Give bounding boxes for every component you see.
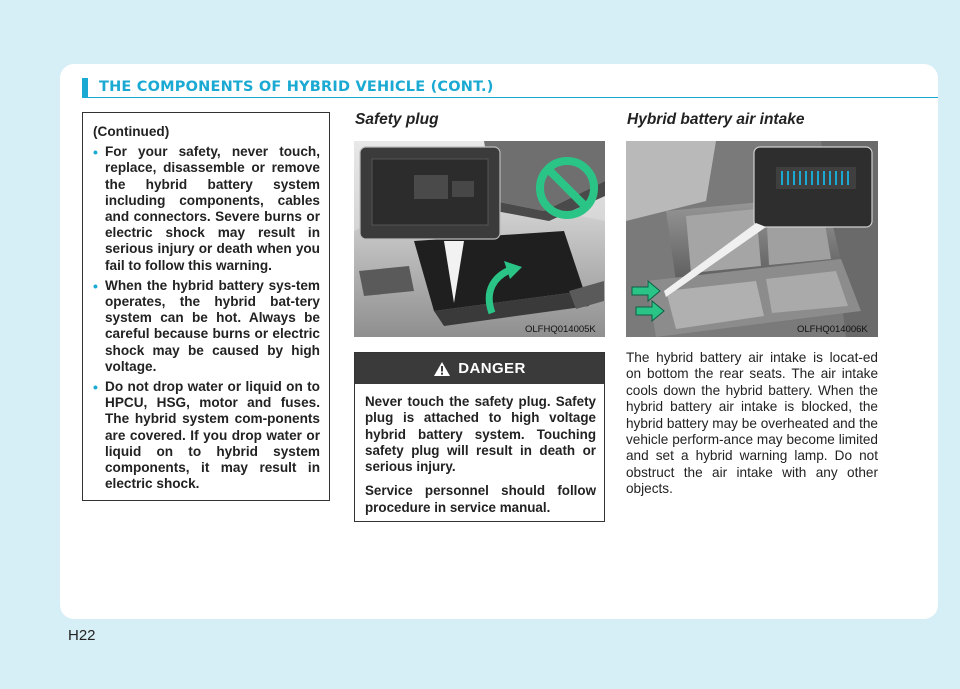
rear-seat-illustration [626, 141, 878, 337]
warning-item [93, 144, 320, 274]
figure-code: OLFHQ014006K [797, 324, 868, 335]
warning-item [93, 379, 320, 492]
warning-item [93, 278, 320, 375]
bullet-dot-icon: • [93, 277, 98, 294]
figure-code: OLFHQ014005K [525, 324, 596, 335]
danger-box [354, 352, 605, 522]
safety-plug-heading: Safety plug [355, 111, 439, 128]
safety-plug-figure [354, 141, 605, 337]
header-accent-bar [82, 78, 88, 98]
danger-header [355, 353, 604, 384]
air-intake-figure [626, 141, 878, 337]
warning-item-text: Do not drop water or liquid on to HPCU, HSG, motor and fuses. The hybrid system com-ponents are covered. If you drop water or liquid on to hybrid system components, it may result in electric shock. [105, 379, 320, 492]
bullet-dot-icon: • [93, 379, 98, 396]
warning-item-text: For your safety, never touch, replace, disassemble or remove the hybrid battery system including components, cables and connectors. Severe burns or electric shock may result in serious injury or death when you fail to follow this warning. [105, 144, 320, 273]
warning-list [93, 144, 320, 492]
continued-label: (Continued) [93, 124, 170, 139]
page-title: THE COMPONENTS OF HYBRID VEHICLE (CONT.) [99, 79, 494, 95]
danger-paragraph: Service personnel should follow procedure in service manual. [365, 483, 596, 515]
warning-item-text: When the hybrid battery sys-tem operates, the hybrid bat-tery system can be hot. Always be careful because burns or electric shock may be caused by high voltage. [105, 277, 320, 374]
danger-body [355, 384, 604, 516]
header-rule [82, 97, 938, 98]
air-intake-description: The hybrid battery air intake is locat-ed on bottom the rear seats. The air intake cools down the hybrid battery. When the hybrid battery air intake is blocked, the hybrid battery may be overheated and the vehicle perform-ance may become limited and set a hybrid warning lamp. Do not obstruct the air intake with any other objects. [626, 350, 878, 497]
danger-label: DANGER [458, 360, 526, 377]
warning-triangle-icon [433, 361, 451, 377]
warning-continued-box [82, 112, 330, 501]
bullet-dot-icon: • [93, 144, 98, 161]
danger-paragraph: Never touch the safety plug. Safety plug is attached to high voltage hybrid battery system. Touching safety plug will result in death or serious injury. [365, 394, 596, 475]
prohibition-icon [534, 155, 600, 221]
section-header [82, 78, 938, 98]
page-number: H22 [68, 627, 96, 644]
air-intake-heading: Hybrid battery air intake [627, 111, 805, 128]
